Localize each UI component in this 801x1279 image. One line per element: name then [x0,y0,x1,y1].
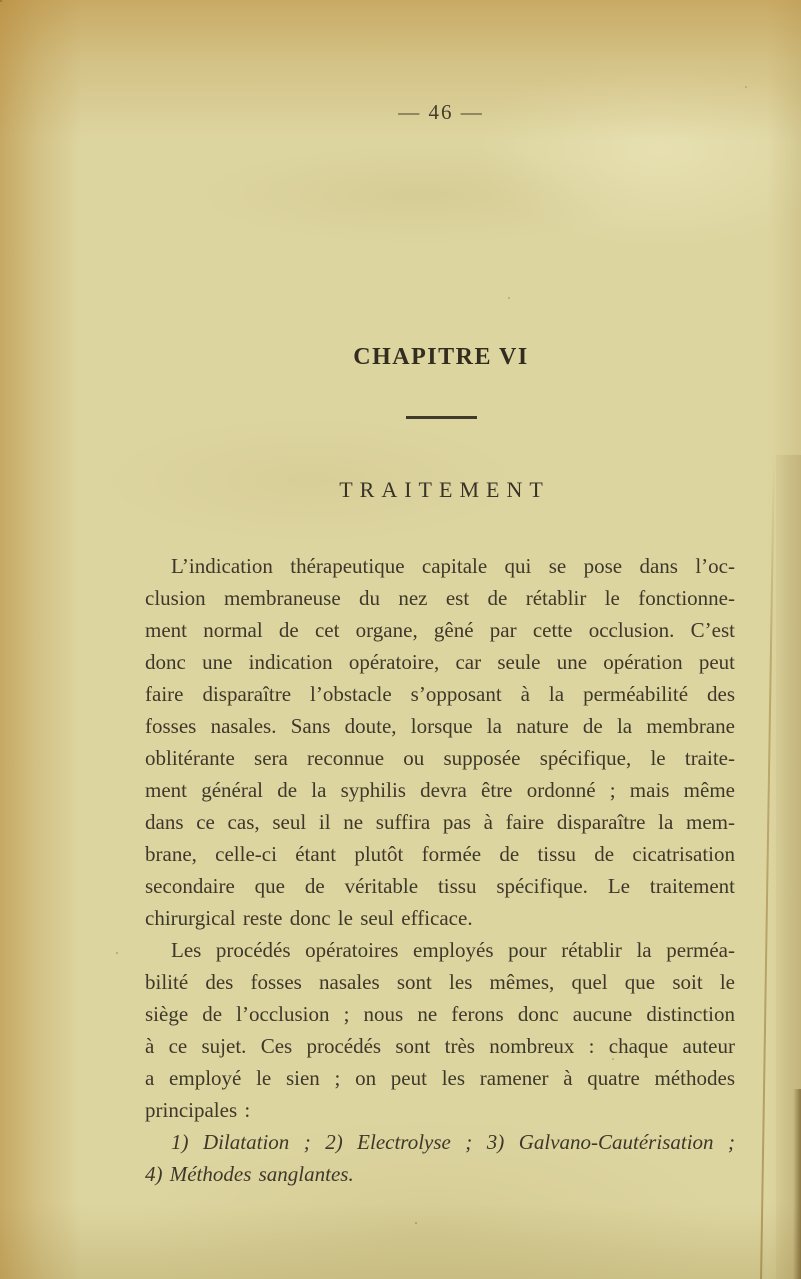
text-line: principales : [145,1098,251,1122]
text-line: Les procédés opératoires employés pour rétablir la perméa- [171,938,735,962]
text-line: ment général de la syphilis devra être ordonné ; mais même [145,778,735,802]
paragraph [145,934,735,1126]
text-line: a employé le sien ; on peut les ramener à quatre méthodes [145,1066,735,1090]
text-line: secondaire que de véritable tissu spécifique. Le traitement [145,874,735,898]
text-line: donc une indication opératoire, car seule une opération peut [145,650,735,674]
text-line: dans ce cas, seul il ne suffira pas à faire disparaître la mem- [145,810,735,834]
text-line: fosses nasales. Sans doute, lorsque la nature de la membrane [145,714,735,738]
text-line: siège de l’occlusion ; nous ne ferons donc aucune distinction [145,1002,735,1026]
methods-list [145,1126,735,1190]
text-line: ment normal de cet organe, gêné par cette occlusion. C’est [145,618,735,642]
text-line: à ce sujet. Ces procédés sont très nombreux : chaque auteur [145,1034,735,1058]
text-line: brane, celle-ci étant plutôt formée de tissu de cicatrisation [145,842,735,866]
page-number: — 46 — [398,100,484,124]
page-edge-shadow [793,1089,801,1279]
text-line: faire disparaître l’obstacle s’opposant à la perméabilité des [145,682,735,706]
paragraph [145,550,735,934]
chapter-heading: CHAPITRE VI [353,344,529,370]
text-line: chirurgical reste donc le seul efficace. [145,906,473,930]
text-line: 4) Méthodes sanglantes. [145,1162,354,1186]
text-line: 1) Dilatation ; 2) Electrolyse ; 3) Galvano-Cautérisation ; [171,1130,735,1154]
paper-specks [0,0,2,2]
section-title: TRAITEMENT [339,477,550,502]
body-text [145,550,735,1190]
text-line: oblitérante sera reconnue ou supposée spécifique, le traite- [145,746,735,770]
page-edge-crease [760,455,775,1279]
text-line: bilité des fosses nasales sont les mêmes, quel que soit le [145,970,735,994]
section-divider [406,416,477,419]
text-line: clusion membraneuse du nez est de rétablir le fonctionne- [145,586,735,610]
text-line: L’indication thérapeutique capitale qui se pose dans l’oc- [171,554,735,578]
